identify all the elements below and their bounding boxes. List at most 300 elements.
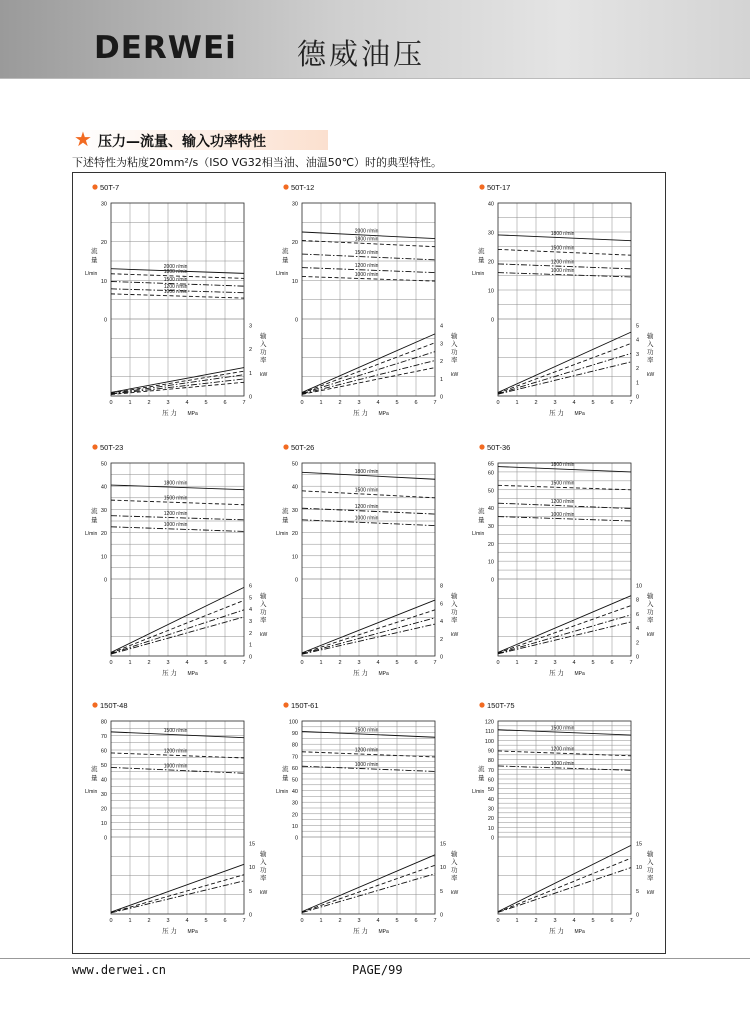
x-tick-label: 1 <box>515 400 519 406</box>
flow-axis-label: 流 <box>91 508 98 515</box>
power-tick-label: 6 <box>636 611 640 618</box>
power-series-line <box>111 371 244 393</box>
x-axis-unit: MPa <box>378 929 389 935</box>
power-axis-label: 输 <box>260 851 267 858</box>
title-dot-icon <box>92 702 97 707</box>
series-label: 1800 r/min <box>550 462 575 469</box>
flow-axis-unit: L/min <box>276 531 289 537</box>
power-series-line <box>111 379 244 394</box>
chart-title: 150T-48 <box>100 701 128 710</box>
power-series-line <box>498 362 631 394</box>
power-axis-label: 输 <box>647 593 654 600</box>
power-tick-label: 4 <box>249 607 253 614</box>
x-tick-label: 3 <box>166 918 170 924</box>
flow-tick-label: 50 <box>100 461 107 468</box>
x-axis-label: 压 力 <box>549 670 564 677</box>
power-tick-label: 0 <box>636 394 640 401</box>
chart-frame <box>72 172 666 954</box>
power-axis-label: 率 <box>260 357 267 364</box>
power-axis-label: 入 <box>260 601 267 608</box>
power-tick-label: 1 <box>249 642 253 649</box>
chart-panel <box>276 443 459 677</box>
power-tick-label: 4 <box>636 337 640 344</box>
x-axis-label: 压 力 <box>162 410 177 417</box>
x-tick-label: 0 <box>109 400 113 406</box>
flow-tick-label: 90 <box>291 731 298 738</box>
x-tick-label: 1 <box>128 660 132 666</box>
power-axis-label: 率 <box>451 357 458 364</box>
x-axis-label: 压 力 <box>162 928 177 935</box>
flow-axis-label: 量 <box>91 517 98 524</box>
section-subtitle: 下述特性为粘度20mm²/s（ISO VG32相当油、油温50℃）时的典型特性。 <box>72 156 443 169</box>
flow-axis-label: 量 <box>478 775 485 782</box>
title-dot-icon <box>283 184 288 189</box>
flow-tick-label: 40 <box>291 484 298 491</box>
power-axis-unit: kW <box>451 632 459 638</box>
flow-tick-label: 10 <box>487 288 494 295</box>
power-tick-label: 15 <box>249 841 256 848</box>
x-tick-label: 4 <box>376 400 380 406</box>
chart-title: 50T-36 <box>487 443 511 452</box>
x-tick-label: 0 <box>300 918 304 924</box>
power-tick-label: 1 <box>440 376 444 383</box>
header-divider <box>0 78 750 79</box>
power-tick-label: 2 <box>440 636 444 643</box>
power-axis-label: 入 <box>451 859 458 866</box>
power-tick-label: 4 <box>440 323 444 330</box>
x-tick-label: 2 <box>338 660 342 666</box>
x-tick-label: 7 <box>433 660 437 666</box>
power-tick-label: 2 <box>636 366 640 373</box>
x-tick-label: 6 <box>223 400 227 406</box>
chart-title: 50T-12 <box>291 183 315 192</box>
power-axis-label: 功 <box>260 609 267 616</box>
x-tick-label: 5 <box>395 918 399 924</box>
x-tick-label: 7 <box>629 660 633 666</box>
power-series-line <box>111 864 244 912</box>
power-series-line <box>498 343 631 393</box>
chart-title: 150T-75 <box>487 701 515 710</box>
power-series-line <box>302 624 435 654</box>
flow-tick-label: 0 <box>294 577 298 584</box>
x-tick-label: 0 <box>109 918 113 924</box>
series-label: 1500 r/min <box>163 495 188 502</box>
power-axis-label: 入 <box>647 859 654 866</box>
power-axis-label: 输 <box>451 593 458 600</box>
x-tick-label: 1 <box>515 660 519 666</box>
x-tick-label: 2 <box>147 400 151 406</box>
x-tick-label: 7 <box>433 918 437 924</box>
flow-tick-label: 40 <box>291 789 298 796</box>
flow-tick-label: 50 <box>291 777 298 784</box>
power-axis-label: 入 <box>451 341 458 348</box>
series-label: 1000 r/min <box>354 271 379 278</box>
x-tick-label: 5 <box>591 400 595 406</box>
power-axis-label: 输 <box>260 593 267 600</box>
power-tick-label: 5 <box>636 323 640 330</box>
power-series-line <box>498 858 631 912</box>
power-series-line <box>302 368 435 395</box>
power-tick-label: 10 <box>636 583 643 590</box>
flow-tick-label: 30 <box>291 800 298 807</box>
flow-axis-unit: L/min <box>276 789 289 795</box>
flow-tick-label: 30 <box>100 792 107 798</box>
power-series-line <box>302 352 435 394</box>
power-axis-label: 率 <box>647 617 654 624</box>
x-tick-label: 7 <box>629 918 633 924</box>
flow-tick-label: 10 <box>291 823 298 830</box>
flow-tick-label: 10 <box>487 825 494 832</box>
series-label: 2000 r/min <box>354 228 379 235</box>
flow-tick-label: 80 <box>291 742 298 749</box>
flow-tick-label: 0 <box>103 577 107 584</box>
series-label: 1000 r/min <box>354 515 379 522</box>
title-dot-icon <box>92 444 97 449</box>
flow-tick-label: 30 <box>487 806 494 813</box>
power-series-line <box>498 606 631 653</box>
flow-tick-label: 20 <box>100 240 107 247</box>
x-axis-label: 压 力 <box>162 670 177 677</box>
power-tick-label: 10 <box>249 865 256 872</box>
chart-panel <box>85 701 268 935</box>
x-tick-label: 4 <box>572 918 576 924</box>
x-tick-label: 2 <box>147 660 151 666</box>
power-axis-unit: kW <box>260 632 268 638</box>
flow-tick-label: 0 <box>294 835 298 842</box>
series-label: 1200 r/min <box>354 747 379 754</box>
flow-tick-label: 10 <box>100 821 107 827</box>
power-tick-label: 6 <box>249 583 253 590</box>
x-tick-label: 0 <box>109 660 113 666</box>
x-axis-label: 压 力 <box>353 410 368 417</box>
power-tick-label: 2 <box>440 359 444 365</box>
x-tick-label: 6 <box>610 400 614 406</box>
power-tick-label: 0 <box>636 654 640 661</box>
power-axis-label: 率 <box>647 357 654 364</box>
flow-axis-label: 流 <box>91 248 98 255</box>
power-series-line <box>498 845 631 911</box>
series-label: 1500 r/min <box>550 480 575 487</box>
power-tick-label: 2 <box>249 630 253 637</box>
power-tick-label: 8 <box>636 597 640 604</box>
series-label: 1000 r/min <box>163 288 188 295</box>
x-axis-unit: MPa <box>378 411 389 417</box>
x-tick-label: 0 <box>496 660 500 666</box>
series-label: 1200 r/min <box>550 746 575 753</box>
power-axis-label: 入 <box>451 601 458 608</box>
power-tick-label: 0 <box>249 912 253 919</box>
power-axis-unit: kW <box>647 632 655 638</box>
chart-panel <box>276 701 459 935</box>
power-tick-label: 0 <box>249 654 253 661</box>
flow-tick-label: 20 <box>291 240 298 247</box>
section-title: 压力—流量、输入功率特性 <box>98 134 266 150</box>
power-series-line <box>111 881 244 913</box>
power-axis-label: 功 <box>451 349 458 356</box>
power-axis-label: 输 <box>647 851 654 858</box>
power-tick-label: 10 <box>636 865 643 872</box>
flow-tick-label: 40 <box>487 506 494 513</box>
flow-tick-label: 65 <box>487 461 494 468</box>
power-series-line <box>498 353 631 393</box>
x-tick-label: 1 <box>515 918 519 924</box>
flow-tick-label: 10 <box>291 278 298 285</box>
flow-tick-label: 60 <box>291 765 298 772</box>
series-label: 1500 r/min <box>550 725 575 732</box>
x-axis-label: 压 力 <box>353 670 368 677</box>
chart-title: 50T-23 <box>100 443 124 452</box>
x-tick-label: 4 <box>185 918 189 924</box>
flow-tick-label: 60 <box>100 748 107 755</box>
power-tick-label: 4 <box>440 619 444 625</box>
flow-tick-label: 20 <box>487 259 494 266</box>
flow-axis-unit: L/min <box>472 531 485 537</box>
series-label: 1000 r/min <box>550 267 575 274</box>
flow-tick-label: 30 <box>100 507 107 514</box>
flow-tick-label: 70 <box>291 754 298 761</box>
power-tick-label: 15 <box>440 841 447 848</box>
power-series-line <box>111 587 244 652</box>
flow-tick-label: 20 <box>487 816 494 823</box>
series-label: 1800 r/min <box>354 468 379 475</box>
series-label: 1200 r/min <box>163 510 188 517</box>
series-label: 1200 r/min <box>354 504 379 511</box>
flow-tick-label: 50 <box>487 787 494 794</box>
flow-tick-label: 0 <box>490 317 494 324</box>
x-tick-label: 3 <box>553 660 557 666</box>
flow-tick-label: 20 <box>291 812 298 819</box>
flow-tick-label: 10 <box>100 554 107 561</box>
power-series-line <box>111 610 244 654</box>
power-axis-label: 功 <box>451 609 458 616</box>
x-tick-label: 5 <box>395 660 399 666</box>
flow-axis-label: 流 <box>478 508 485 515</box>
flow-tick-label: 120 <box>484 719 494 726</box>
flow-tick-label: 0 <box>294 317 298 324</box>
power-tick-label: 15 <box>636 841 643 848</box>
series-label: 1800 r/min <box>163 269 188 276</box>
x-tick-label: 2 <box>534 400 538 406</box>
flow-tick-label: 30 <box>487 523 494 530</box>
x-tick-label: 4 <box>376 660 380 666</box>
x-tick-label: 0 <box>300 400 304 406</box>
series-label: 1200 r/min <box>163 283 188 290</box>
flow-axis-label: 量 <box>478 517 485 524</box>
chart-panel <box>472 183 655 417</box>
power-series-line <box>111 617 244 654</box>
power-axis-unit: kW <box>647 372 655 378</box>
x-tick-label: 4 <box>185 400 189 406</box>
power-series-line <box>111 875 244 913</box>
flow-axis-label: 流 <box>282 766 289 773</box>
series-label: 1000 r/min <box>550 511 575 518</box>
power-series-line <box>302 865 435 912</box>
flow-tick-label: 10 <box>100 278 107 285</box>
series-label: 1000 r/min <box>550 761 575 768</box>
star-icon: ★ <box>74 127 92 151</box>
power-tick-label: 6 <box>440 601 444 608</box>
flow-tick-label: 110 <box>485 729 494 736</box>
series-label: 1800 r/min <box>163 480 188 487</box>
brand-logo: DERWEi <box>94 30 237 66</box>
power-series-line <box>302 610 435 653</box>
power-tick-label: 2 <box>636 640 640 647</box>
flow-tick-label: 30 <box>291 201 298 208</box>
power-tick-label: 5 <box>249 888 253 895</box>
power-series-line <box>498 868 631 913</box>
x-tick-label: 1 <box>319 400 323 406</box>
x-tick-label: 0 <box>496 918 500 924</box>
power-axis-unit: kW <box>451 372 459 378</box>
x-tick-label: 7 <box>433 400 437 406</box>
x-tick-label: 1 <box>319 918 323 924</box>
x-tick-label: 6 <box>414 400 418 406</box>
series-label: 1200 r/min <box>163 748 188 755</box>
flow-tick-label: 40 <box>487 796 494 803</box>
power-axis-label: 输 <box>451 333 458 340</box>
x-tick-label: 5 <box>591 660 595 666</box>
flow-tick-label: 40 <box>100 484 107 491</box>
chart-title: 50T-26 <box>291 443 315 452</box>
x-axis-unit: MPa <box>187 411 198 417</box>
title-dot-icon <box>283 702 288 707</box>
x-tick-label: 6 <box>223 918 227 924</box>
flow-tick-label: 40 <box>100 777 107 784</box>
power-axis-label: 功 <box>451 867 458 874</box>
x-axis-unit: MPa <box>574 411 585 417</box>
power-axis-label: 功 <box>647 609 654 616</box>
power-tick-label: 1 <box>636 380 640 387</box>
power-axis-label: 入 <box>260 859 267 866</box>
flow-tick-label: 50 <box>487 488 494 495</box>
series-label: 1000 r/min <box>163 763 188 770</box>
x-tick-label: 2 <box>147 918 151 924</box>
power-axis-label: 入 <box>647 601 654 608</box>
flow-tick-label: 50 <box>291 461 298 468</box>
flow-tick-label: 80 <box>487 758 494 765</box>
title-dot-icon <box>283 444 288 449</box>
flow-tick-label: 0 <box>490 835 494 842</box>
power-tick-label: 0 <box>249 394 253 401</box>
chart-title: 50T-7 <box>100 183 120 192</box>
x-tick-label: 6 <box>414 918 418 924</box>
flow-tick-label: 30 <box>487 230 494 237</box>
flow-axis-label: 流 <box>282 508 289 515</box>
x-axis-unit: MPa <box>574 671 585 677</box>
x-tick-label: 3 <box>357 400 361 406</box>
flow-axis-label: 量 <box>91 775 98 782</box>
series-label: 1500 r/min <box>354 727 379 734</box>
x-tick-label: 3 <box>553 918 557 924</box>
x-tick-label: 2 <box>534 918 538 924</box>
chart-title: 50T-17 <box>487 183 511 192</box>
series-label: 1000 r/min <box>163 522 188 529</box>
x-tick-label: 2 <box>338 400 342 406</box>
x-tick-label: 5 <box>204 400 208 406</box>
series-label: 1200 r/min <box>550 498 575 505</box>
x-tick-label: 7 <box>242 400 246 406</box>
power-tick-label: 8 <box>440 583 444 590</box>
x-tick-label: 6 <box>610 918 614 924</box>
title-dot-icon <box>479 444 484 449</box>
power-axis-label: 入 <box>260 341 267 348</box>
flow-tick-label: 100 <box>484 738 494 745</box>
x-tick-label: 2 <box>338 918 342 924</box>
flow-tick-label: 20 <box>487 541 494 548</box>
flow-axis-label: 量 <box>282 257 289 264</box>
power-series-line <box>302 874 435 913</box>
flow-tick-label: 20 <box>291 531 298 538</box>
power-axis-unit: kW <box>451 890 459 896</box>
flow-axis-unit: L/min <box>276 271 289 277</box>
flow-axis-label: 流 <box>91 766 98 773</box>
flow-axis-label: 流 <box>282 248 289 255</box>
flow-tick-label: 70 <box>100 734 107 740</box>
series-label: 1500 r/min <box>354 249 379 256</box>
flow-tick-label: 0 <box>490 577 494 584</box>
series-label: 1000 r/min <box>354 761 379 768</box>
power-axis-unit: kW <box>260 372 268 378</box>
power-series-line <box>302 361 435 395</box>
power-tick-label: 0 <box>440 654 444 661</box>
flow-axis-label: 量 <box>478 257 485 264</box>
x-tick-label: 1 <box>319 660 323 666</box>
flow-axis-unit: L/min <box>472 271 485 277</box>
series-label: 1500 r/min <box>163 276 188 283</box>
flow-tick-label: 90 <box>487 748 494 755</box>
flow-tick-label: 10 <box>487 559 494 566</box>
x-tick-label: 5 <box>204 918 208 924</box>
flow-tick-label: 0 <box>103 317 107 324</box>
x-tick-label: 5 <box>591 918 595 924</box>
power-series-line <box>111 600 244 653</box>
flow-tick-label: 100 <box>288 719 298 726</box>
flow-tick-label: 20 <box>100 806 107 813</box>
power-axis-label: 入 <box>647 341 654 348</box>
chart-panel <box>85 183 268 417</box>
flow-tick-label: 70 <box>487 767 494 774</box>
power-series-line <box>498 596 631 653</box>
flow-tick-label: 30 <box>100 201 107 208</box>
power-tick-label: 0 <box>440 912 444 919</box>
footer-divider <box>0 958 750 959</box>
power-series-line <box>302 600 435 653</box>
x-axis-unit: MPa <box>187 929 198 935</box>
flow-axis-unit: L/min <box>85 531 98 537</box>
power-axis-label: 功 <box>647 867 654 874</box>
power-axis-unit: kW <box>647 890 655 896</box>
power-series-line <box>302 618 435 654</box>
flow-axis-unit: L/min <box>472 789 485 795</box>
x-tick-label: 6 <box>223 660 227 666</box>
power-axis-label: 输 <box>260 333 267 340</box>
x-axis-unit: MPa <box>574 929 585 935</box>
series-label: 1500 r/min <box>550 245 575 252</box>
x-tick-label: 3 <box>166 660 170 666</box>
power-axis-unit: kW <box>260 890 268 896</box>
power-tick-label: 5 <box>249 595 253 602</box>
series-label: 1500 r/min <box>354 487 379 494</box>
chart-title: 150T-61 <box>291 701 319 710</box>
x-tick-label: 4 <box>376 918 380 924</box>
flow-axis-label: 量 <box>282 517 289 524</box>
x-tick-label: 3 <box>166 400 170 406</box>
x-tick-label: 2 <box>534 660 538 666</box>
x-tick-label: 0 <box>496 400 500 406</box>
chart-panel <box>472 701 655 935</box>
power-axis-label: 功 <box>260 349 267 356</box>
x-axis-label: 压 力 <box>549 928 564 935</box>
